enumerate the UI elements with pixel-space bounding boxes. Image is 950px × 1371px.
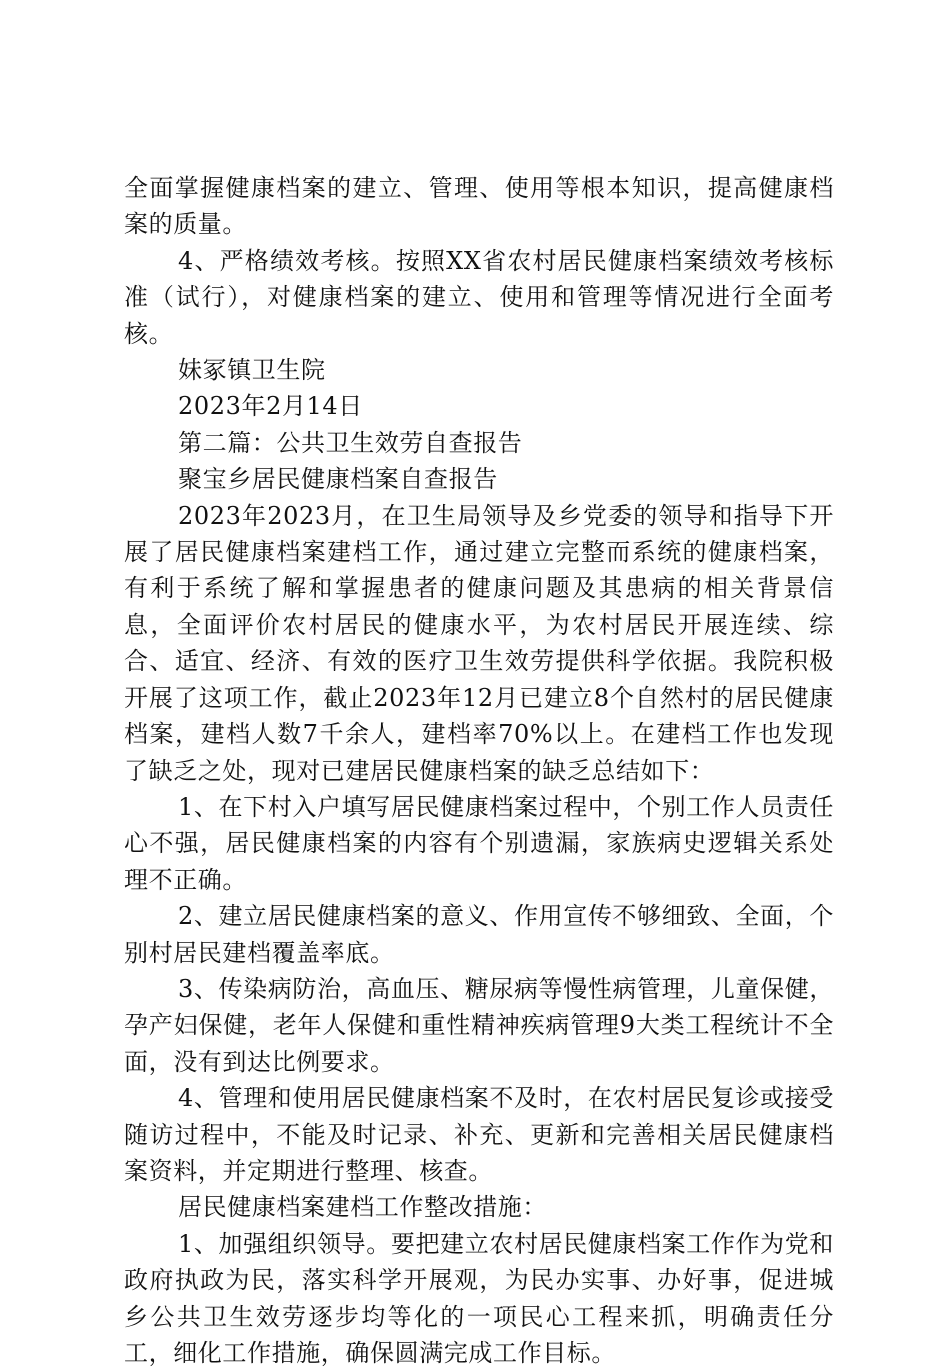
paragraph-performance-assessment: 4、严格绩效考核。按照XX省农村居民健康档案绩效考核标准（试行），对健康档案的建立、使用和管理等情况进行全面考核。 <box>124 246 834 348</box>
signature-organization: 妹冢镇卫生院 <box>178 356 326 385</box>
paragraph-shortcoming-4: 4、管理和使用居民健康档案不及时，在农村居民复诊或接受随访过程中，不能及时记录、补充、更新和完善相关居民健康档案资料，并定期进行整理、核查。 <box>124 1084 834 1185</box>
paragraph-measure-1: 1、加强组织领导。要把建立农村居民健康档案工作作为党和政府执政为民，落实科学开展观，为民办实事、办好事，促进城乡公共卫生效劳逐步均等化的一项民心工程来抓，明确责任分工，细化工作措施，确保圆满完成工作目标。 <box>124 1229 834 1367</box>
signature-date: 2023年2月14日 <box>178 392 363 421</box>
section-heading: 第二篇：公共卫生效劳自查报告 <box>178 428 523 457</box>
paragraph-shortcoming-1: 1、在下村入户填写居民健康档案过程中，个别工作人员责任心不强，居民健康档案的内容有个别遗漏，家族病史逻辑关系处理不正确。 <box>124 792 834 894</box>
paragraph-continuation: 全面掌握健康档案的建立、管理、使用等根本知识，提高健康档案的质量。 <box>124 174 834 239</box>
report-title: 聚宝乡居民健康档案自查报告 <box>178 465 498 494</box>
document-body <box>124 170 834 1371</box>
paragraph-shortcoming-3: 3、传染病防治，高血压、糖尿病等慢性病管理，儿童保健，孕产妇保健，老年人保健和重性精神疾病管理9大类工程统计不全面，没有到达比例要求。 <box>124 974 834 1076</box>
measures-heading: 居民健康档案建档工作整改措施： <box>178 1193 547 1222</box>
paragraph-shortcoming-2: 2、建立居民健康档案的意义、作用宣传不够细致、全面，个别村居民建档覆盖率底。 <box>124 902 834 967</box>
paragraph-introduction: 2023年2023月，在卫生局领导及乡党委的领导和指导下开展了居民健康档案建档工作，通过建立完整而系统的健康档案，有利于系统了解和掌握患者的健康问题及其患病的相关背景信息，全面评价农村居民的健康水平，为农村居民开展连续、综合、适宜、经济、有效的医疗卫生效劳提供科学依据。我院积极开展了这项工作，截止2023年12月已建立8个自然村的居民健康档案，建档人数7千余人，建档率70%以上。在建档工作也发现了缺乏之处，现对已建居民健康档案的缺乏总结如下： <box>124 501 834 785</box>
